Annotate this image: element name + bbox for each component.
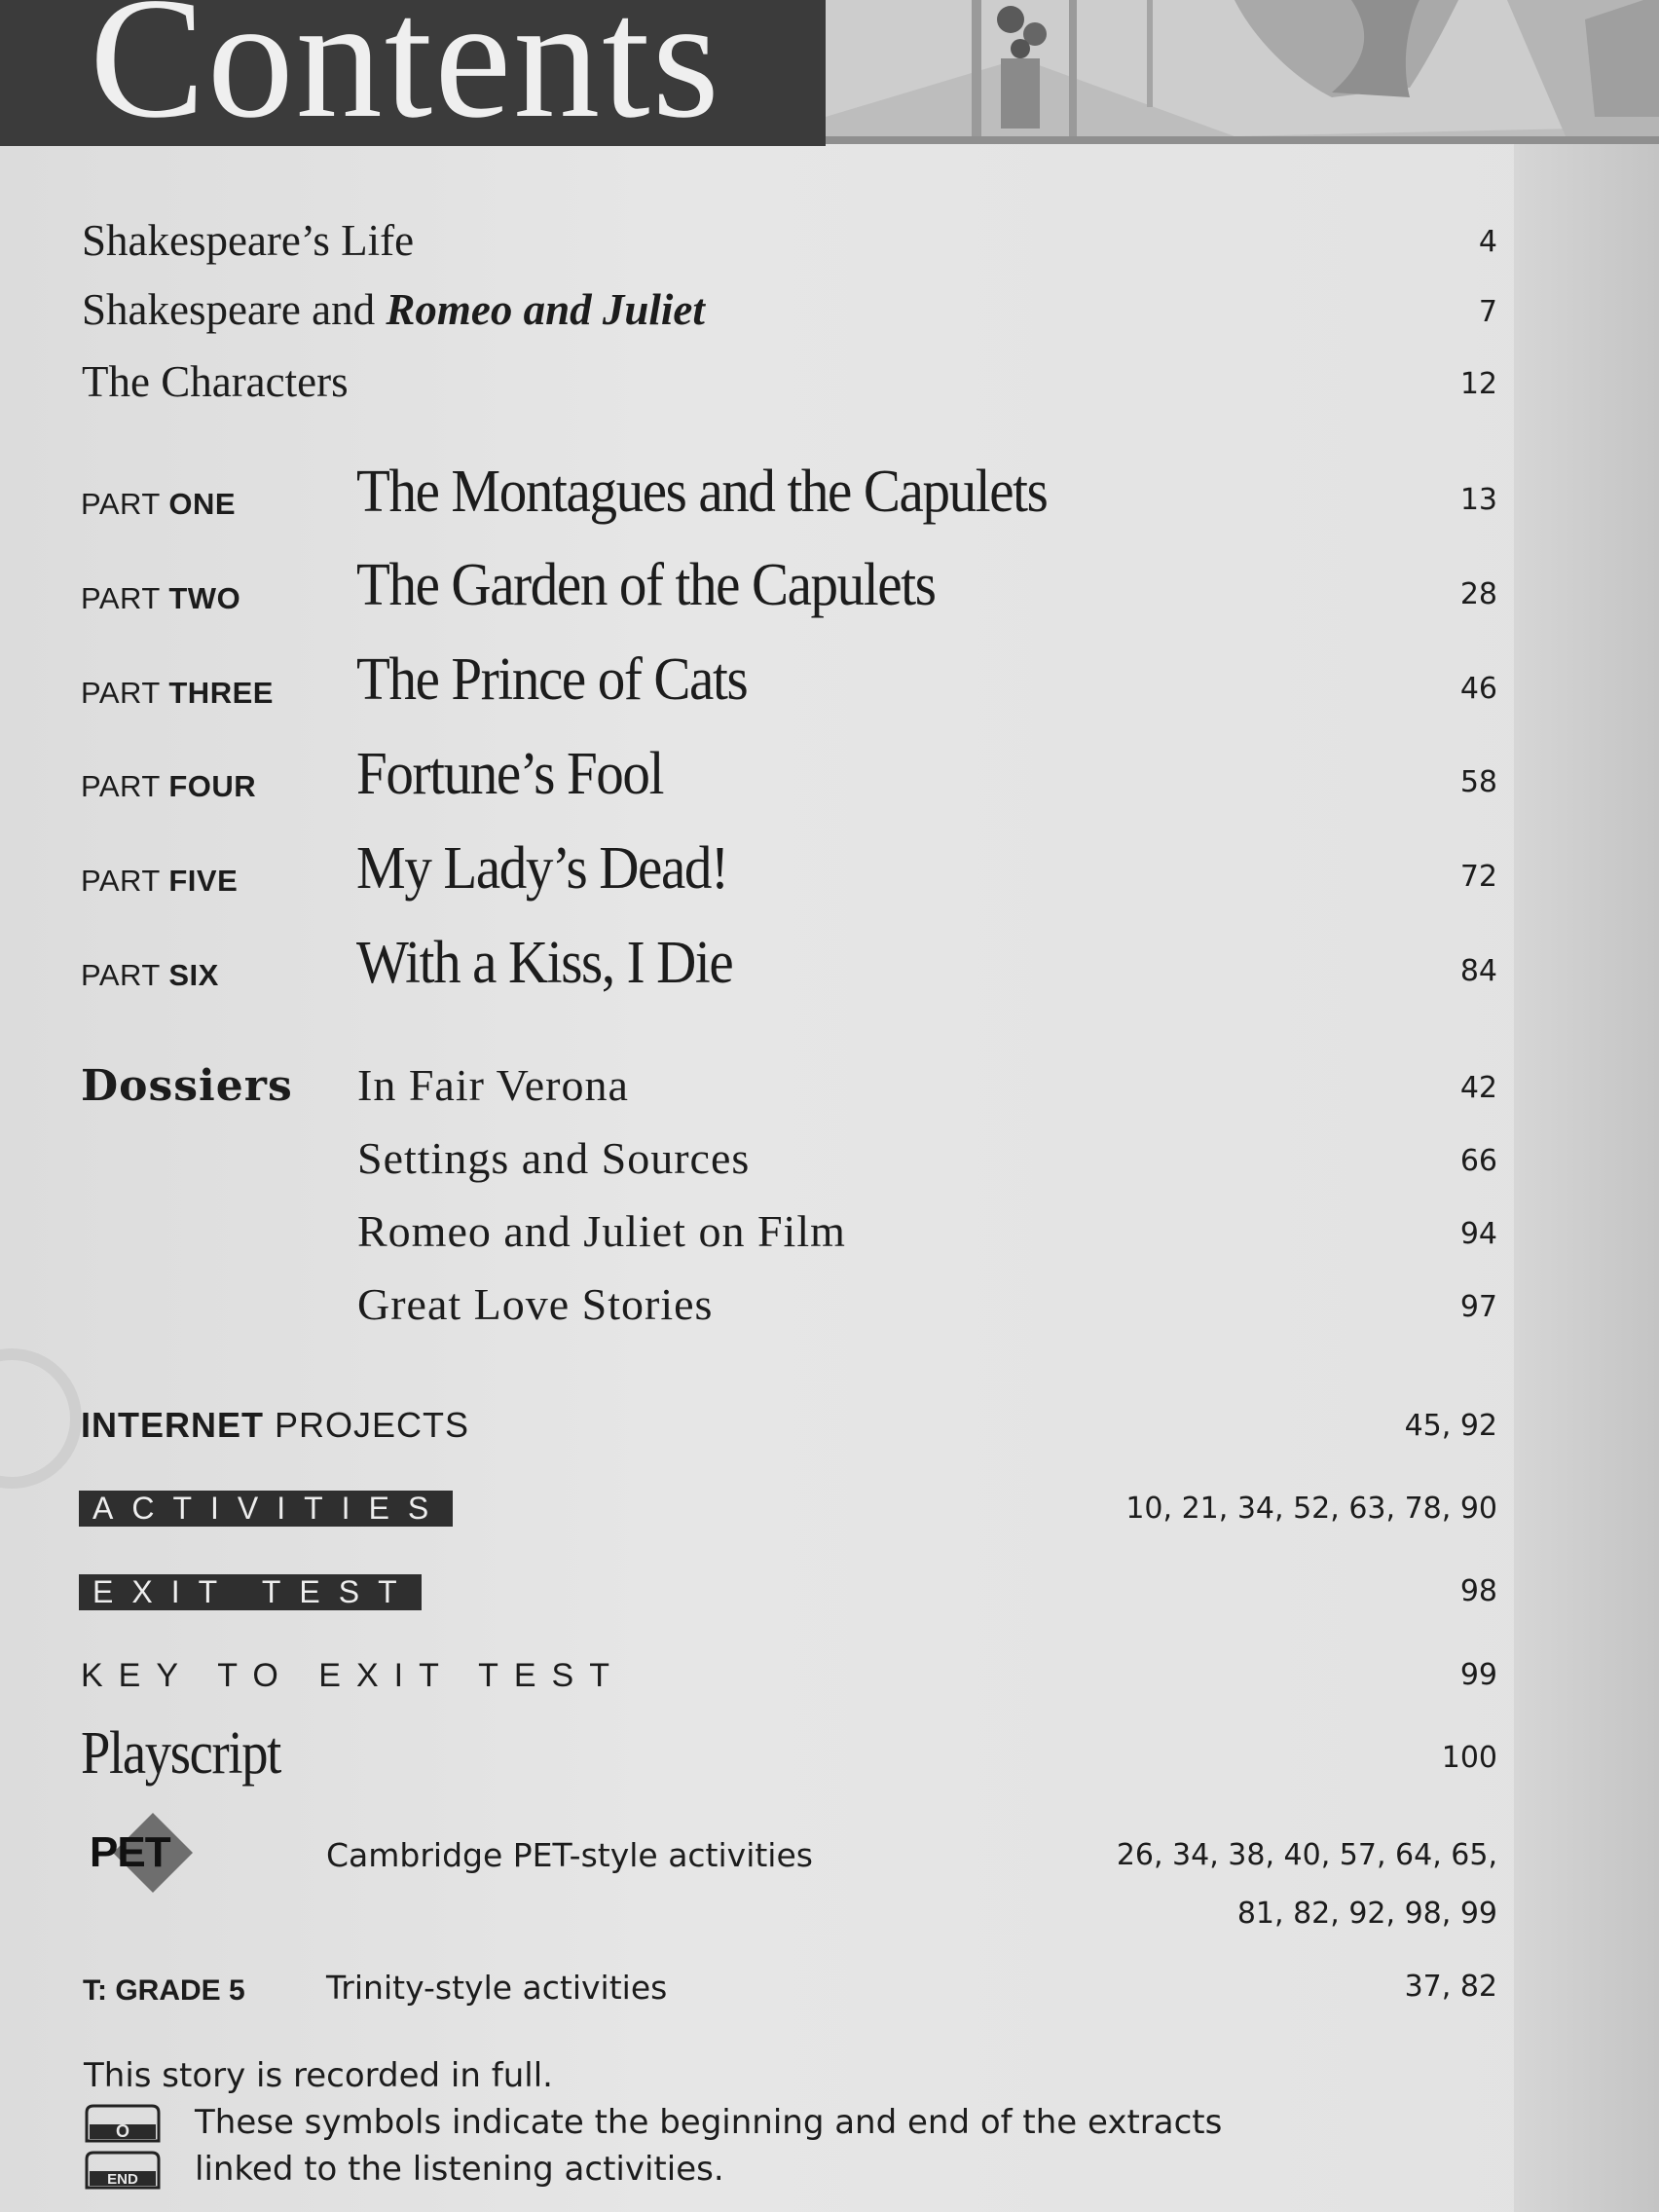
activities-label[interactable]: ACTIVITIES <box>79 1491 453 1527</box>
toc-page-numbers: 26, 34, 38, 40, 57, 64, 65, <box>1116 1838 1497 1872</box>
toc-page-number: 4 <box>1478 225 1497 259</box>
toc-page-number: 72 <box>1459 860 1497 894</box>
pet-activities-label[interactable]: Cambridge PET-style activities <box>326 1836 813 1874</box>
exit-test-label[interactable]: EXIT TEST <box>79 1574 422 1610</box>
cd-start-label: O <box>115 2121 130 2141</box>
symbols-note-line2: linked to the listening activities. <box>195 2150 724 2189</box>
toc-entry-title: Shakespeare’s Life <box>82 216 415 265</box>
toc-page-number: 98 <box>1459 1574 1497 1608</box>
page-edge-shadow <box>1514 141 1659 2212</box>
symbols-note-line1: These symbols indicate the beginning and end of the extracts <box>195 2103 1223 2142</box>
toc-entry-shakespeare-romeo-juliet[interactable] <box>82 284 705 335</box>
toc-page-number: 100 <box>1441 1741 1497 1775</box>
part-title-one[interactable]: The Montagues and the Capulets <box>356 459 1048 525</box>
dossier-item[interactable]: Romeo and Juliet on Film <box>357 1206 846 1256</box>
toc-entry-characters[interactable] <box>82 356 349 407</box>
dossier-item[interactable]: In Fair Verona <box>357 1060 629 1110</box>
key-to-exit-test-label[interactable]: KEY TO EXIT TEST <box>81 1657 625 1694</box>
toc-page-numbers: 10, 21, 34, 52, 63, 78, 90 <box>1125 1492 1497 1526</box>
page-title: Contents <box>90 0 721 154</box>
part-title-four[interactable]: Fortune’s Fool <box>356 741 664 807</box>
dossiers-heading: Dossiers <box>81 1061 293 1111</box>
pet-logo: PET <box>90 1828 170 1876</box>
toc-entry-title: Shakespeare and <box>82 285 387 334</box>
recording-note: This story is recorded in full. <box>84 2056 553 2095</box>
toc-page-number: 45, 92 <box>1404 1409 1497 1443</box>
part-label-five: PART FIVE <box>81 864 239 898</box>
part-title-two[interactable]: The Garden of the Capulets <box>356 552 936 618</box>
part-label-six: PART SIX <box>81 958 219 992</box>
cd-end-icon <box>84 2150 162 2195</box>
toc-page-number: 97 <box>1459 1290 1497 1324</box>
cd-start-icon <box>84 2103 162 2149</box>
part-title-five[interactable]: My Lady’s Dead! <box>356 835 728 902</box>
toc-page-number: 99 <box>1459 1658 1497 1692</box>
part-label-three: PART THREE <box>81 676 274 710</box>
header-band <box>0 0 826 154</box>
toc-page-number: 42 <box>1459 1071 1497 1105</box>
toc-entry-life[interactable] <box>82 215 414 266</box>
part-label-four: PART FOUR <box>81 769 257 803</box>
cd-end-label: END <box>107 2171 138 2188</box>
toc-page-number: 94 <box>1459 1217 1497 1251</box>
dossier-item[interactable]: Great Love Stories <box>357 1279 714 1329</box>
trinity-grade-label: T: GRADE 5 <box>83 1974 245 2007</box>
toc-page-numbers: 37, 82 <box>1404 1970 1497 2004</box>
part-label-one: PART ONE <box>81 487 237 521</box>
toc-entry-title: The Characters <box>82 357 349 406</box>
part-title-three[interactable]: The Prince of Cats <box>356 646 748 713</box>
toc-page-number: 46 <box>1459 672 1497 706</box>
balcony-illustration-icon <box>826 0 1659 144</box>
part-label-two: PART TWO <box>81 581 241 615</box>
playscript-title[interactable]: Playscript <box>81 1720 281 1787</box>
dossier-item[interactable]: Settings and Sources <box>357 1133 751 1183</box>
part-title-six[interactable]: With a Kiss, I Die <box>356 930 733 996</box>
toc-entry-title-emphasis: Romeo and Juliet <box>386 285 705 334</box>
toc-page-number: 58 <box>1459 765 1497 799</box>
toc-page-number: 84 <box>1459 954 1497 988</box>
toc-page-number: 7 <box>1478 295 1497 329</box>
header-illustration <box>826 0 1659 144</box>
toc-page-number: 12 <box>1459 367 1497 401</box>
toc-page-number: 28 <box>1459 577 1497 611</box>
toc-page-numbers: 81, 82, 92, 98, 99 <box>1236 1897 1497 1931</box>
trinity-activities-label[interactable]: Trinity-style activities <box>326 1969 668 2007</box>
toc-page-number: 13 <box>1459 483 1497 517</box>
internet-projects-label[interactable]: INTERNET PROJECTS <box>81 1405 470 1445</box>
toc-page-number: 66 <box>1459 1144 1497 1178</box>
